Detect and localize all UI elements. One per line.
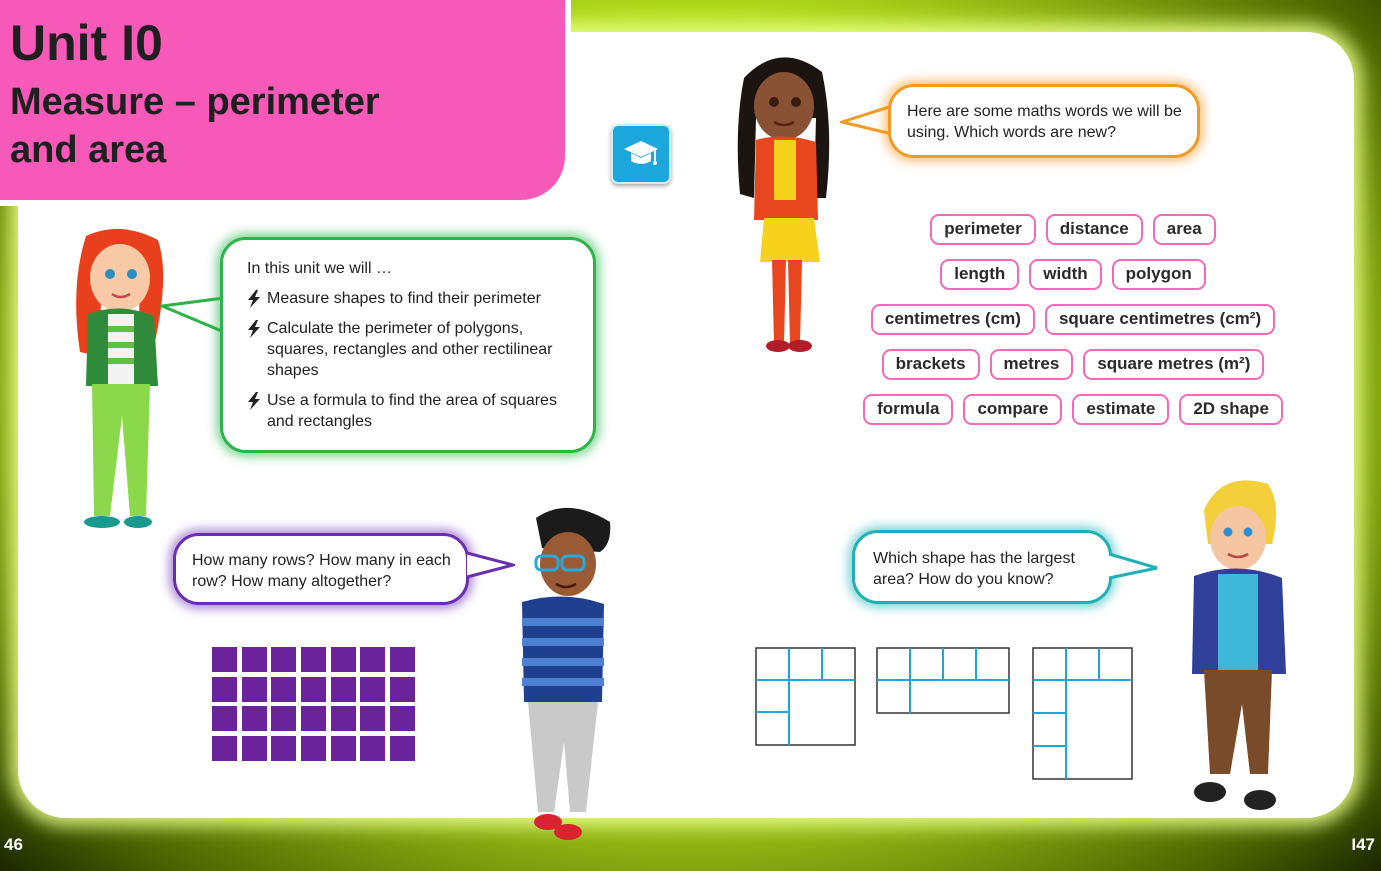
array-square [331, 736, 356, 761]
vocab-word: metres [990, 349, 1074, 380]
vocab-row [868, 304, 1278, 335]
array-square [242, 736, 267, 761]
array-square [390, 706, 415, 731]
array-square [360, 706, 385, 731]
array-square [271, 736, 296, 761]
array-square [331, 677, 356, 702]
unit-title-line-2: and area [10, 129, 167, 171]
vocab-word: square metres (m²) [1083, 349, 1264, 380]
vocab-row [868, 394, 1278, 425]
lightning-bolt-icon [247, 392, 261, 410]
words-speech-bubble [888, 84, 1200, 158]
array-square [271, 706, 296, 731]
vocab-row [868, 349, 1278, 380]
vocab-word: centimetres (cm) [871, 304, 1035, 335]
words-bubble-text: Here are some maths words we will be using. Which words are new? [907, 103, 1182, 141]
girl-red-hair-character [58, 226, 178, 536]
rows-bubble-text: How many rows? How many in each row? How many altogether? [192, 552, 451, 590]
vocab-word: area [1153, 214, 1216, 245]
array-square [242, 706, 267, 731]
vocab-word: formula [863, 394, 953, 425]
vocab-word: width [1029, 259, 1101, 290]
intro-bullet-text: Use a formula to find the area of squares and rectangles [267, 392, 557, 430]
array-square [212, 677, 237, 702]
intro-bullet [247, 288, 579, 309]
unit-title-line-1: Measure – perimeter [10, 81, 380, 123]
vocab-word: perimeter [930, 214, 1035, 245]
shape-bubble-text: Which shape has the largest area? How do you know? [873, 550, 1075, 588]
array-square [301, 706, 326, 731]
graduation-cap-icon [623, 138, 659, 170]
array-square [360, 736, 385, 761]
intro-bullet-text: Calculate the perimeter of polygons, squares, rectangles and other rectilinear shapes [267, 320, 553, 379]
lightning-bolt-icon [247, 290, 261, 308]
vocab-word: brackets [882, 349, 980, 380]
shape-c [1031, 646, 1135, 782]
array-square [212, 736, 237, 761]
array-square [360, 677, 385, 702]
blonde-boy-character [1182, 474, 1294, 820]
shape-a [754, 646, 858, 748]
intro-bullet-text: Measure shapes to find their perimeter [267, 290, 541, 307]
words-bubble-tail [840, 104, 894, 138]
array-square [301, 647, 326, 672]
shape-speech-bubble [852, 530, 1112, 604]
array-square [212, 706, 237, 731]
array-square [301, 677, 326, 702]
shape-bubble-tail [1107, 552, 1159, 582]
page-number-right: I47 [1351, 835, 1375, 854]
vocab-word: 2D shape [1179, 394, 1283, 425]
array-square [212, 647, 237, 672]
vocab-word: distance [1046, 214, 1143, 245]
vocab-word: square centimetres (cm²) [1045, 304, 1275, 335]
array-square [390, 736, 415, 761]
vocab-word: compare [963, 394, 1062, 425]
page-number-left: 46 [4, 835, 23, 854]
graduation-cap-button[interactable] [611, 124, 671, 184]
array-square [242, 647, 267, 672]
intro-heading: In this unit we will … [247, 260, 392, 277]
boy-with-glasses-character [508, 502, 616, 848]
intro-speech-bubble [220, 237, 596, 453]
intro-bubble-tail [160, 296, 226, 336]
unit-title-box [0, 0, 565, 200]
vocab-word: estimate [1072, 394, 1169, 425]
array-square [331, 706, 356, 731]
vocab-word: polygon [1112, 259, 1206, 290]
array-square [271, 677, 296, 702]
rows-speech-bubble [173, 533, 469, 605]
array-square [242, 677, 267, 702]
intro-bullet [247, 318, 579, 381]
array-square [271, 647, 296, 672]
array-square [331, 647, 356, 672]
shape-b [875, 646, 1011, 716]
vocab-row [868, 259, 1278, 290]
lightning-bolt-icon [247, 320, 261, 338]
girl-curly-hair-character [730, 48, 840, 358]
array-square [390, 677, 415, 702]
array-square [390, 647, 415, 672]
array-square [301, 736, 326, 761]
array-square [360, 647, 385, 672]
intro-bullet [247, 390, 579, 432]
unit-number: Unit I0 [10, 15, 163, 71]
purple-square-array [212, 647, 415, 761]
vocab-row [868, 214, 1278, 245]
vocabulary-word-list [868, 214, 1278, 439]
vocab-word: length [940, 259, 1019, 290]
